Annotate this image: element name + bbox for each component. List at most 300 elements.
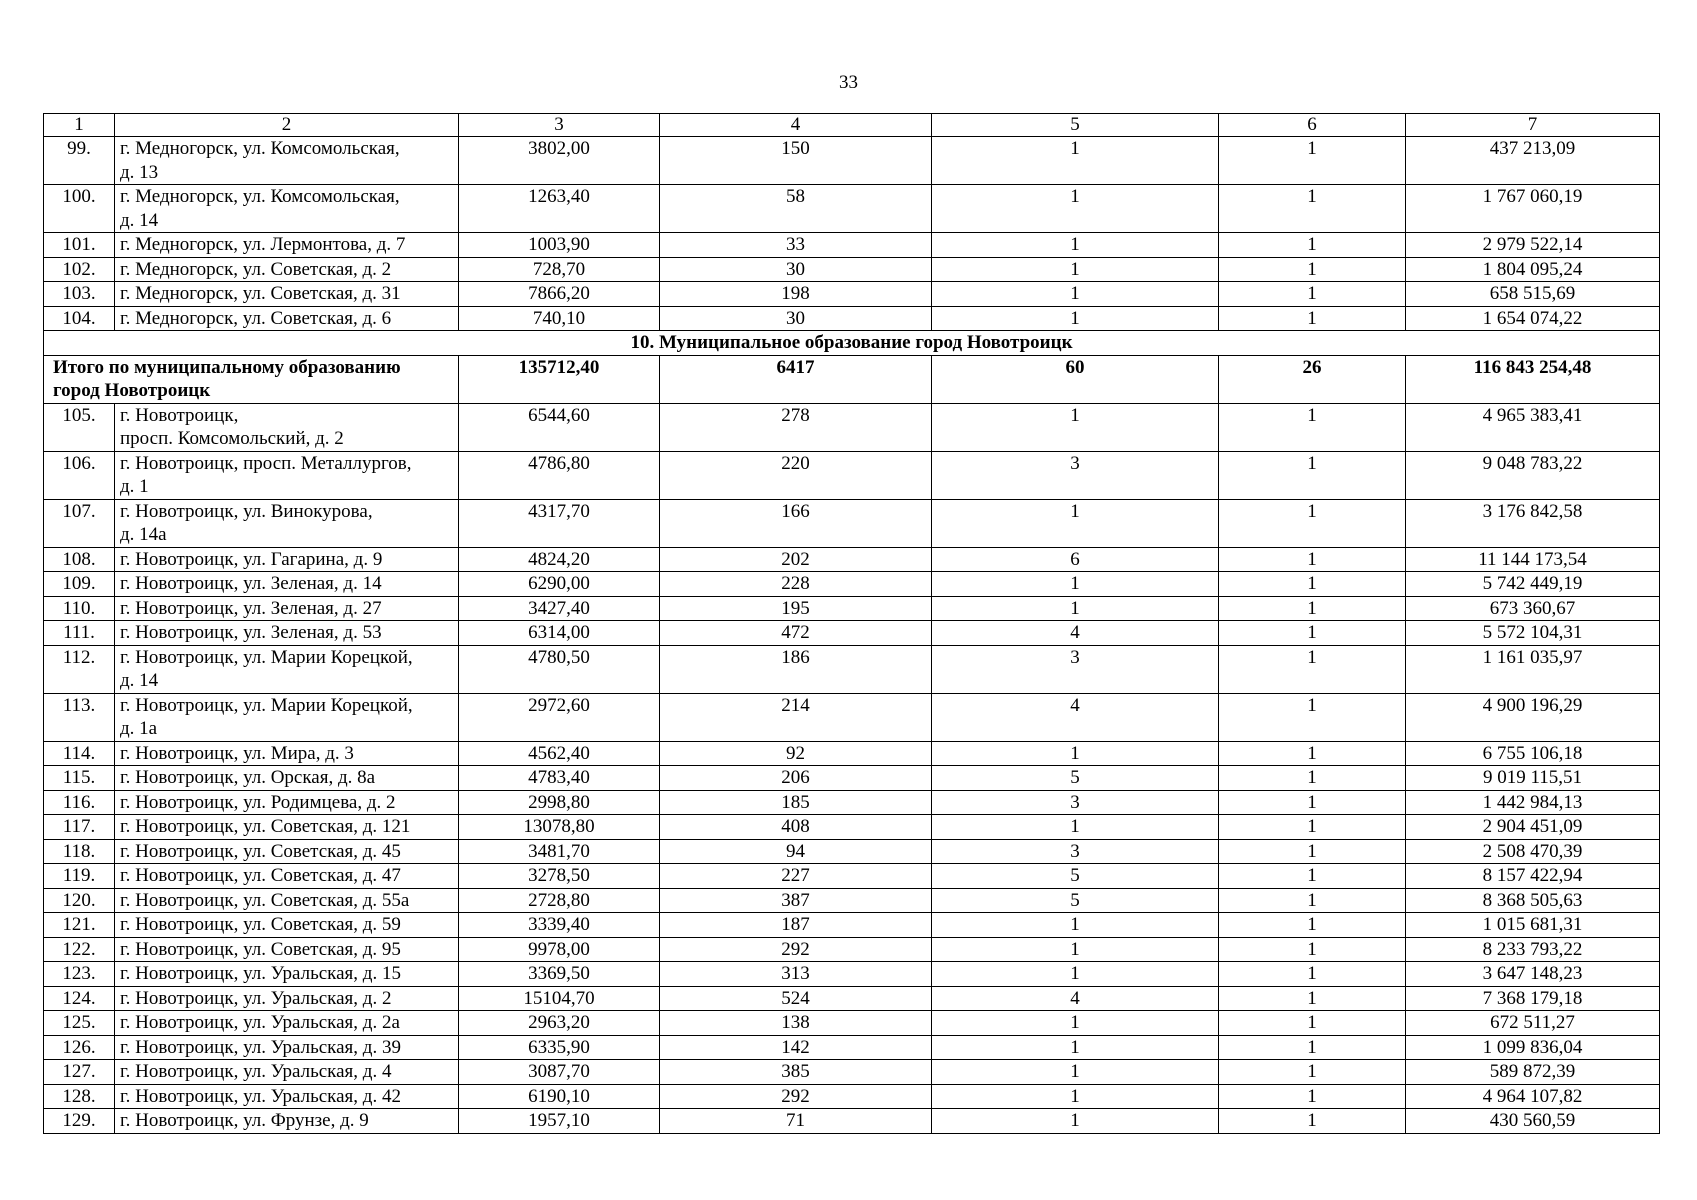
work-types-cell: 1 [932,962,1219,987]
cost-cell: 1 015 681,31 [1406,913,1660,938]
table-row [44,839,1660,864]
residents-cell: 385 [660,1060,932,1085]
row-number: 110. [44,596,115,621]
row-number: 124. [44,986,115,1011]
address-line: г. Медногорск, ул. Советская, д. 2 [120,258,392,280]
address-cell [115,741,459,766]
buildings-cell: 1 [1219,962,1406,987]
table-row [44,282,1660,307]
work-types-cell: 1 [932,233,1219,258]
buildings-cell: 1 [1219,257,1406,282]
table-row [44,547,1660,572]
cost-cell: 5 572 104,31 [1406,621,1660,646]
buildings-cell: 1 [1219,766,1406,791]
buildings-cell: 1 [1219,547,1406,572]
buildings-cell: 1 [1219,815,1406,840]
cost-cell: 1 099 836,04 [1406,1035,1660,1060]
area-cell: 3278,50 [459,864,660,889]
header-cell: 6 [1219,114,1406,137]
address-line: д. 14 [120,209,159,231]
cost-cell: 9 048 783,22 [1406,451,1660,499]
table-row [44,986,1660,1011]
address-cell [115,962,459,987]
cost-cell: 7 368 179,18 [1406,986,1660,1011]
work-types-cell: 1 [932,937,1219,962]
cost-cell: 658 515,69 [1406,282,1660,307]
cost-cell: 11 144 173,54 [1406,547,1660,572]
address-line: г. Новотроицк, ул. Уральская, д. 15 [120,963,401,984]
buildings-cell: 1 [1219,937,1406,962]
area-cell: 4317,70 [459,499,660,547]
table-row [44,499,1660,547]
address-cell [115,766,459,791]
table-row [44,1035,1660,1060]
residents-cell: 524 [660,986,932,1011]
cost-cell: 589 872,39 [1406,1060,1660,1085]
residents-cell: 313 [660,962,932,987]
total-c5-cell: 60 [932,355,1219,403]
address-line: г. Новотроицк, ул. Марии Корецкой, [120,646,413,668]
area-cell: 2972,60 [459,693,660,741]
table-row [44,790,1660,815]
work-types-cell: 1 [932,1060,1219,1085]
address-cell [115,403,459,451]
total-c4-cell: 6417 [660,355,932,403]
buildings-cell: 1 [1219,185,1406,233]
row-number: 105. [44,403,115,451]
address-line: г. Новотроицк, ул. Зеленая, д. 53 [120,622,382,643]
cost-cell: 5 742 449,19 [1406,572,1660,597]
row-number: 101. [44,233,115,258]
work-types-cell: 1 [932,913,1219,938]
row-number: 111. [44,621,115,646]
work-types-cell: 4 [932,621,1219,646]
buildings-cell: 1 [1219,1109,1406,1134]
area-cell: 3087,70 [459,1060,660,1085]
table-row [44,766,1660,791]
residents-cell: 228 [660,572,932,597]
work-types-cell: 5 [932,766,1219,791]
table-row [44,1011,1660,1036]
buildings-cell: 1 [1219,913,1406,938]
table-row [44,137,1660,185]
row-number: 106. [44,451,115,499]
address-line: г. Новотроицк, ул. Гагарина, д. 9 [120,548,383,570]
address-cell [115,233,459,258]
table-row [44,233,1660,258]
address-line: г. Новотроицк, ул. Уральская, д. 2а [120,1012,400,1033]
area-cell: 3481,70 [459,839,660,864]
area-cell: 728,70 [459,257,660,282]
cost-cell: 3 176 842,58 [1406,499,1660,547]
buildings-cell: 1 [1219,645,1406,693]
row-number: 122. [44,937,115,962]
address-cell [115,1084,459,1109]
residents-cell: 472 [660,621,932,646]
cost-cell: 1 804 095,24 [1406,257,1660,282]
area-cell: 3427,40 [459,596,660,621]
address-cell [115,645,459,693]
area-cell: 4562,40 [459,741,660,766]
buildings-cell: 1 [1219,693,1406,741]
residents-cell: 33 [660,233,932,258]
address-cell [115,986,459,1011]
section-row [44,331,1660,356]
table-row [44,257,1660,282]
header-cell: 1 [44,114,115,137]
total-c7-cell: 116 843 254,48 [1406,355,1660,403]
cost-cell: 8 157 422,94 [1406,864,1660,889]
work-types-cell: 1 [932,1084,1219,1109]
row-number: 99. [44,137,115,185]
address-cell [115,888,459,913]
table-row [44,185,1660,233]
area-cell: 1957,10 [459,1109,660,1134]
work-types-cell: 1 [932,499,1219,547]
cost-cell: 2 508 470,39 [1406,839,1660,864]
work-types-cell: 5 [932,864,1219,889]
buildings-cell: 1 [1219,596,1406,621]
area-cell: 3802,00 [459,137,660,185]
address-cell [115,1109,459,1134]
row-number: 121. [44,913,115,938]
table-row [44,962,1660,987]
residents-cell: 292 [660,937,932,962]
work-types-cell: 1 [932,403,1219,451]
address-line: г. Медногорск, ул. Советская, д. 31 [120,283,401,304]
row-number: 102. [44,257,115,282]
work-types-cell: 1 [932,596,1219,621]
area-cell: 4783,40 [459,766,660,791]
address-line: д. 1 [120,476,149,497]
work-types-cell: 3 [932,451,1219,499]
row-number: 127. [44,1060,115,1085]
work-types-cell: 3 [932,790,1219,815]
work-types-cell: 1 [932,257,1219,282]
header-cell: 4 [660,114,932,137]
address-cell [115,185,459,233]
table-row [44,572,1660,597]
table-row [44,1060,1660,1085]
address-line: г. Новотроицк, ул. Зеленая, д. 27 [120,597,382,619]
row-number: 126. [44,1035,115,1060]
cost-cell: 6 755 106,18 [1406,741,1660,766]
address-line: просп. Комсомольский, д. 2 [120,428,344,449]
residents-cell: 186 [660,645,932,693]
row-number: 114. [44,741,115,766]
address-line: г. Новотроицк, ул. Советская, д. 47 [120,865,401,886]
address-cell [115,790,459,815]
row-number: 125. [44,1011,115,1036]
work-types-cell: 5 [932,888,1219,913]
buildings-cell: 1 [1219,451,1406,499]
row-number: 123. [44,962,115,987]
table-row [44,451,1660,499]
buildings-cell: 1 [1219,233,1406,258]
cost-cell: 2 904 451,09 [1406,815,1660,840]
area-cell: 3369,50 [459,962,660,987]
address-cell [115,1060,459,1085]
address-line: г. Новотроицк, ул. Советская, д. 95 [120,938,401,960]
area-cell: 6314,00 [459,621,660,646]
address-line: г. Новотроицк, ул. Советская, д. 45 [120,840,401,862]
area-cell: 6544,60 [459,403,660,451]
address-line: г. Новотроицк, ул. Уральская, д. 4 [120,1061,392,1082]
total-c6-cell: 26 [1219,355,1406,403]
row-number: 117. [44,815,115,840]
residents-cell: 292 [660,1084,932,1109]
address-line: г. Новотроицк, ул. Орская, д. 8а [120,767,376,788]
row-number: 103. [44,282,115,307]
address-cell [115,864,459,889]
row-number: 118. [44,839,115,864]
address-cell [115,572,459,597]
area-cell: 6190,10 [459,1084,660,1109]
residents-cell: 278 [660,403,932,451]
buildings-cell: 1 [1219,1084,1406,1109]
residents-cell: 30 [660,257,932,282]
row-number: 112. [44,645,115,693]
buildings-cell: 1 [1219,839,1406,864]
address-line: д. 1а [120,718,158,739]
buildings-cell: 1 [1219,1060,1406,1085]
work-types-cell: 1 [932,137,1219,185]
row-number: 120. [44,888,115,913]
residents-cell: 198 [660,282,932,307]
cost-cell: 4 965 383,41 [1406,403,1660,451]
area-cell: 9978,00 [459,937,660,962]
work-types-cell: 1 [932,1011,1219,1036]
row-number: 108. [44,547,115,572]
residents-cell: 71 [660,1109,932,1134]
total-label-line: Итого по муниципальному образованию [53,356,401,378]
area-cell: 2998,80 [459,790,660,815]
address-cell [115,1011,459,1036]
residents-cell: 195 [660,596,932,621]
residents-cell: 142 [660,1035,932,1060]
area-cell: 7866,20 [459,282,660,307]
buildings-cell: 1 [1219,403,1406,451]
header-cell: 7 [1406,114,1660,137]
area-cell: 2728,80 [459,888,660,913]
row-number: 129. [44,1109,115,1134]
table-row [44,693,1660,741]
area-cell: 1003,90 [459,233,660,258]
buildings-cell: 1 [1219,499,1406,547]
buildings-cell: 1 [1219,888,1406,913]
area-cell: 4780,50 [459,645,660,693]
work-types-cell: 1 [932,1109,1219,1134]
total-label [44,355,459,403]
buildings-cell: 1 [1219,572,1406,597]
address-cell [115,1035,459,1060]
address-line: г. Медногорск, ул. Комсомольская, [120,138,400,159]
table-header-row [44,114,1660,137]
row-number: 128. [44,1084,115,1109]
buildings-cell: 1 [1219,282,1406,307]
residents-cell: 94 [660,839,932,864]
table-row [44,621,1660,646]
address-cell [115,499,459,547]
table-row [44,864,1660,889]
area-cell: 1263,40 [459,185,660,233]
total-c3-cell: 135712,40 [459,355,660,403]
address-line: г. Медногорск, ул. Лермонтова, д. 7 [120,234,406,255]
table-row [44,596,1660,621]
page-number: 33 [839,72,858,93]
address-line: г. Новотроицк, ул. Советская, д. 59 [120,914,401,935]
work-types-cell: 1 [932,185,1219,233]
address-cell [115,839,459,864]
area-cell: 4786,80 [459,451,660,499]
row-number: 115. [44,766,115,791]
work-types-cell: 3 [932,645,1219,693]
header-cell: 5 [932,114,1219,137]
residents-cell: 30 [660,306,932,331]
address-cell [115,451,459,499]
address-cell [115,596,459,621]
residents-cell: 206 [660,766,932,791]
buildings-cell: 1 [1219,986,1406,1011]
table-row [44,306,1660,331]
address-line: г. Медногорск, ул. Комсомольская, [120,186,400,207]
residents-cell: 408 [660,815,932,840]
address-cell [115,306,459,331]
address-line: г. Новотроицк, ул. Советская, д. 121 [120,816,411,837]
cost-cell: 437 213,09 [1406,137,1660,185]
address-line: г. Новотроицк, [120,404,239,426]
address-line: г. Новотроицк, ул. Фрунзе, д. 9 [120,1110,369,1131]
data-table [43,113,1660,1134]
work-types-cell: 3 [932,839,1219,864]
work-types-cell: 1 [932,741,1219,766]
buildings-cell: 1 [1219,621,1406,646]
area-cell: 2963,20 [459,1011,660,1036]
cost-cell: 2 979 522,14 [1406,233,1660,258]
cost-cell: 1 442 984,13 [1406,790,1660,815]
work-types-cell: 1 [932,572,1219,597]
residents-cell: 138 [660,1011,932,1036]
area-cell: 740,10 [459,306,660,331]
cost-cell: 9 019 115,51 [1406,766,1660,791]
buildings-cell: 1 [1219,306,1406,331]
cost-cell: 672 511,27 [1406,1011,1660,1036]
work-types-cell: 1 [932,306,1219,331]
table-row [44,937,1660,962]
address-line: г. Медногорск, ул. Советская, д. 6 [120,307,392,329]
area-cell: 4824,20 [459,547,660,572]
area-cell: 6335,90 [459,1035,660,1060]
row-number: 104. [44,306,115,331]
residents-cell: 214 [660,693,932,741]
cost-cell: 1 767 060,19 [1406,185,1660,233]
area-cell: 6290,00 [459,572,660,597]
residents-cell: 58 [660,185,932,233]
address-cell [115,547,459,572]
address-cell [115,137,459,185]
buildings-cell: 1 [1219,741,1406,766]
area-cell: 15104,70 [459,986,660,1011]
cost-cell: 8 233 793,22 [1406,937,1660,962]
address-cell [115,257,459,282]
buildings-cell: 1 [1219,1011,1406,1036]
row-number: 119. [44,864,115,889]
row-number: 116. [44,790,115,815]
address-line: г. Новотроицк, ул. Уральская, д. 42 [120,1085,401,1107]
table-row [44,645,1660,693]
address-cell [115,815,459,840]
row-number: 109. [44,572,115,597]
row-number: 100. [44,185,115,233]
table-row [44,913,1660,938]
address-line: г. Новотроицк, ул. Уральская, д. 2 [120,987,392,1009]
cost-cell: 8 368 505,63 [1406,888,1660,913]
address-line: д. 13 [120,161,159,183]
address-cell [115,693,459,741]
row-number: 107. [44,499,115,547]
residents-cell: 387 [660,888,932,913]
table-row [44,815,1660,840]
total-label-line: город Новотроицк [53,380,211,401]
header-cell: 2 [115,114,459,137]
residents-cell: 166 [660,499,932,547]
address-line: г. Новотроицк, ул. Винокурова, [120,500,373,522]
residents-cell: 202 [660,547,932,572]
residents-cell: 92 [660,741,932,766]
table-row [44,1109,1660,1134]
address-line: д. 14а [120,524,167,545]
address-line: г. Новотроицк, ул. Зеленая, д. 14 [120,573,382,594]
work-types-cell: 6 [932,547,1219,572]
address-cell [115,621,459,646]
address-line: г. Новотроицк, ул. Уральская, д. 39 [120,1036,401,1058]
table-row [44,403,1660,451]
header-cell: 3 [459,114,660,137]
work-types-cell: 1 [932,282,1219,307]
section-title: 10. Муниципальное образование город Новотроицк [44,331,1660,356]
buildings-cell: 1 [1219,1035,1406,1060]
work-types-cell: 1 [932,815,1219,840]
cost-cell: 1 654 074,22 [1406,306,1660,331]
cost-cell: 4 964 107,82 [1406,1084,1660,1109]
address-line: д. 14 [120,670,159,691]
address-cell [115,937,459,962]
table-row [44,888,1660,913]
cost-cell: 4 900 196,29 [1406,693,1660,741]
cost-cell: 3 647 148,23 [1406,962,1660,987]
cost-cell: 673 360,67 [1406,596,1660,621]
area-cell: 13078,80 [459,815,660,840]
row-number: 113. [44,693,115,741]
residents-cell: 185 [660,790,932,815]
buildings-cell: 1 [1219,137,1406,185]
work-types-cell: 4 [932,693,1219,741]
work-types-cell: 4 [932,986,1219,1011]
buildings-cell: 1 [1219,790,1406,815]
address-line: г. Новотроицк, ул. Родимцева, д. 2 [120,791,396,813]
residents-cell: 187 [660,913,932,938]
table-row [44,741,1660,766]
address-line: г. Новотроицк, ул. Марии Корецкой, [120,694,413,716]
residents-cell: 150 [660,137,932,185]
buildings-cell: 1 [1219,864,1406,889]
total-row [44,355,1660,403]
cost-cell: 1 161 035,97 [1406,645,1660,693]
residents-cell: 220 [660,451,932,499]
work-types-cell: 1 [932,1035,1219,1060]
table-row [44,1084,1660,1109]
address-line: г. Новотроицк, просп. Металлургов, [120,452,412,474]
